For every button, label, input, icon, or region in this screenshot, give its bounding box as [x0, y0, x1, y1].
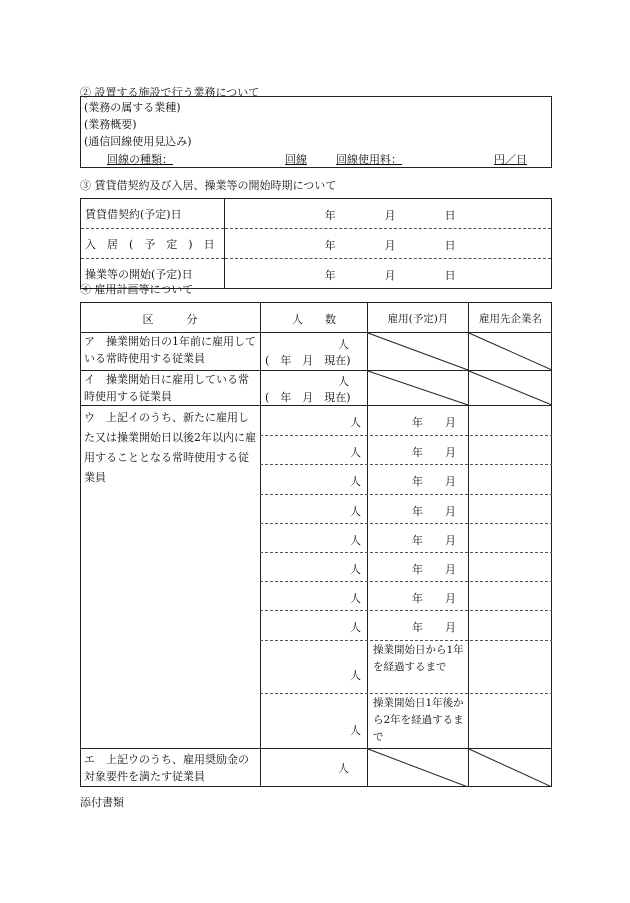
business-box	[80, 96, 552, 168]
circuit-row	[107, 151, 547, 167]
row-u-count-field[interactable]: 人	[350, 621, 361, 634]
row-u-count-field[interactable]: 人	[350, 724, 361, 737]
row-u-employer-field[interactable]	[469, 641, 552, 693]
section2-heading: ② 設置する施設で行う業務について	[80, 86, 260, 99]
row-u-employer-field[interactable]	[469, 406, 552, 435]
row-u-employer-field[interactable]	[469, 582, 552, 611]
row-u-employer-field[interactable]	[469, 553, 552, 582]
schedule-date-field[interactable]: 年 月 日	[224, 199, 551, 229]
row-u-note: 操業開始日から1年を経過するまで	[373, 644, 464, 673]
schedule-label: 入 居 ( 予 定 ) 日	[81, 229, 225, 259]
row-u-note: 操業開始日1年後から2年を経過するまで	[373, 697, 464, 743]
circuit-type-field[interactable]: 回線の種類：	[107, 153, 173, 166]
section3-heading: ③ 賃貸借契約及び入居、操業等の開始時期について	[80, 179, 337, 192]
row-u-month-field[interactable]: 年 月	[412, 621, 456, 634]
row-u-month-field[interactable]: 年 月	[412, 534, 456, 547]
row-i-count-field[interactable]: 人 ( 年 月 現在)	[265, 375, 351, 404]
row-a-count-field[interactable]: 人 ( 年 月 現在)	[265, 338, 351, 367]
row-u-label: ウ 上記イのうち、新たに雇用した又は操業開始日以後2年以内に雇用することとなる常時使用する従業員	[84, 411, 256, 484]
row-u-employer-field[interactable]	[469, 524, 552, 553]
section4-heading: ④ 雇用計画等について	[80, 283, 194, 296]
row-u-month-field[interactable]: 年 月	[412, 416, 456, 429]
row-u-count-field[interactable]: 人	[350, 592, 361, 605]
schedule-row	[81, 199, 552, 229]
circuit-fee-unit: 円／日	[494, 153, 527, 166]
schedule-row	[81, 229, 552, 259]
schedule-date-field[interactable]: 年 月 日	[224, 229, 551, 259]
header-month: 雇用(予定)月	[387, 313, 449, 325]
row-u-employer-field[interactable]	[469, 495, 552, 524]
header-count: 人 数	[292, 313, 336, 326]
row-u-month-field[interactable]: 年 月	[412, 592, 456, 605]
row-e-count-field[interactable]: 人	[338, 762, 349, 775]
circuit-unit: 回線	[285, 153, 307, 166]
employment-table	[80, 302, 552, 787]
row-u-month-field[interactable]: 年 月	[412, 475, 456, 488]
header-category: 区 分	[142, 313, 198, 326]
circuit-fee-field[interactable]: 回線使用料：	[336, 153, 402, 166]
row-u-count-field[interactable]: 人	[350, 669, 361, 682]
row-u-employer-field[interactable]	[469, 465, 552, 494]
header-employer: 雇用先企業名	[479, 313, 542, 325]
row-u-month-field[interactable]: 年 月	[412, 563, 456, 576]
row-u-count-field[interactable]: 人	[350, 416, 361, 429]
row-u-count-field[interactable]: 人	[350, 534, 361, 547]
schedule-label: 賃貸借契約(予定)日	[81, 199, 225, 229]
schedule-date-field[interactable]: 年 月 日	[224, 259, 551, 289]
row-u-employer-field[interactable]	[469, 694, 552, 748]
row-i-label: イ 操業開始日に雇用している常時使用する従業員	[84, 373, 249, 403]
business-summary-label: (業務概要)	[84, 118, 137, 131]
row-a-label: ア 操業開始日の1年前に雇用している常時使用する従業員	[84, 335, 256, 365]
row-e-label: エ 上記ウのうち、雇用奨励金の対象要件を満たす従業員	[84, 753, 249, 783]
row-u-count-field[interactable]: 人	[350, 505, 361, 518]
row-u-employer-field[interactable]	[469, 436, 552, 465]
row-u-count-field[interactable]: 人	[350, 446, 361, 459]
attachments-label: 添付書類	[80, 796, 124, 809]
schedule-table	[80, 198, 552, 289]
row-u-month-field[interactable]: 年 月	[412, 505, 456, 518]
row-u-month-field[interactable]: 年 月	[412, 446, 456, 459]
business-industry-label: (業務の属する業種)	[84, 101, 181, 114]
row-u-count-field[interactable]: 人	[350, 563, 361, 576]
schedule-label: 操業等の開始(予定)日	[81, 259, 225, 289]
circuit-usage-label: (通信回線使用見込み)	[84, 135, 192, 148]
row-u-employer-field[interactable]	[469, 611, 552, 640]
row-u-count-field[interactable]: 人	[350, 475, 361, 488]
